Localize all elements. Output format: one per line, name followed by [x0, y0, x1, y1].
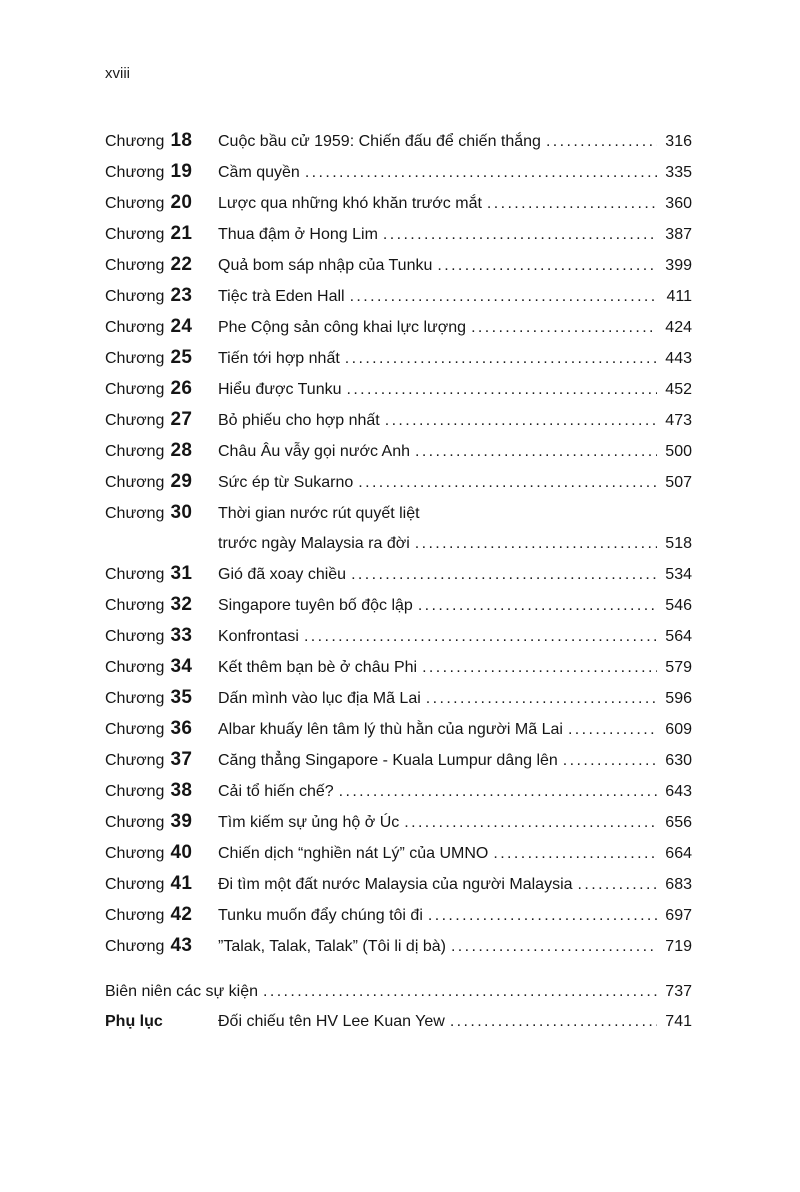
appendix-label: Phụ lục	[105, 1013, 163, 1030]
chapter-column	[105, 250, 218, 281]
chronology-entry	[105, 977, 692, 1007]
entry-body	[218, 622, 692, 652]
chapter-label: Chương	[105, 443, 165, 460]
toc-entry	[105, 745, 692, 776]
chapter-number: 27	[170, 409, 193, 430]
chapter-title: Sức ép từ Sukarno	[218, 474, 354, 491]
dot-leader	[339, 777, 657, 807]
chapter-title: Kết thêm bạn bè ở châu Phi	[218, 659, 418, 676]
chapter-title: Gió đã xoay chiều	[218, 566, 347, 583]
chapter-title: Singapore tuyên bố độc lập	[218, 597, 413, 614]
chapter-column	[105, 281, 218, 312]
chapter-column	[105, 900, 218, 931]
dot-leader	[578, 870, 657, 900]
toc-entry	[105, 559, 692, 590]
toc-entry	[105, 281, 692, 312]
chapter-title: Tiệc trà Eden Hall	[218, 288, 345, 305]
page-number: 387	[665, 226, 692, 243]
dot-leader	[426, 684, 657, 714]
chapter-label: Chương	[105, 566, 165, 583]
chapter-title: Dấn mình vào lục địa Mã Lai	[218, 690, 421, 707]
dot-leader	[350, 282, 657, 312]
page-number: 335	[665, 164, 692, 181]
chapter-column	[105, 838, 218, 869]
entry-body	[218, 437, 692, 467]
entry-body	[218, 870, 692, 900]
chapter-label: Chương	[105, 628, 165, 645]
chapter-title: Đi tìm một đất nước Malaysia của người Malaysia	[218, 876, 573, 893]
chapter-number: 38	[170, 780, 193, 801]
page-number: 316	[665, 133, 692, 150]
page-number: 609	[665, 721, 692, 738]
toc-entry	[105, 157, 692, 188]
page-number: 534	[665, 566, 692, 583]
toc-entry	[105, 436, 692, 467]
dot-leader	[487, 189, 657, 219]
toc-entry	[105, 714, 692, 745]
chapter-label: Chương	[105, 195, 165, 212]
chapter-title: Bỏ phiếu cho hợp nhất	[218, 412, 380, 429]
dot-leader	[418, 591, 657, 621]
toc-list	[105, 126, 692, 962]
chapter-title: Phe Cộng sản công khai lực lượng	[218, 319, 467, 336]
entry-body	[218, 499, 692, 559]
chapter-number: 43	[170, 935, 193, 956]
dot-leader	[422, 653, 657, 683]
chapter-label: Chương	[105, 381, 165, 398]
chapter-title-line2: trước ngày Malaysia ra đời	[218, 535, 410, 552]
chapter-column	[105, 869, 218, 900]
entry-body	[218, 808, 692, 838]
entry-body	[218, 406, 692, 436]
chapter-label: Chương	[105, 350, 165, 367]
chapter-label: Chương	[105, 257, 165, 274]
chapter-column	[105, 498, 218, 529]
page-number: 452	[665, 381, 692, 398]
page-number: 741	[665, 1013, 692, 1030]
page-number: 518	[665, 535, 692, 552]
chapter-column	[105, 559, 218, 590]
toc-entry	[105, 869, 692, 900]
dot-leader	[263, 977, 657, 1007]
chapter-number: 25	[170, 347, 193, 368]
dot-leader	[450, 1007, 657, 1037]
toc-entry	[105, 652, 692, 683]
page-number: 360	[665, 195, 692, 212]
page-number: 683	[665, 876, 692, 893]
page-folio: xviii	[105, 65, 130, 82]
chapter-label: Chương	[105, 226, 165, 243]
toc-entry	[105, 374, 692, 405]
chapter-column	[105, 621, 218, 652]
entry-body	[218, 591, 692, 621]
chapter-column	[105, 436, 218, 467]
chapter-label: Chương	[105, 876, 165, 893]
dot-leader	[385, 406, 657, 436]
page-number: 596	[665, 690, 692, 707]
chapter-title: ”Talak, Talak, Talak” (Tôi li dị bà)	[218, 938, 446, 955]
appendix-title: Đối chiếu tên HV Lee Kuan Yew	[218, 1013, 445, 1030]
page-number: 697	[665, 907, 692, 924]
chapter-title: Tìm kiếm sự ủng hộ ở Úc	[218, 814, 400, 831]
toc-entry	[105, 188, 692, 219]
toc-entry	[105, 250, 692, 281]
dot-leader	[428, 901, 657, 931]
chapter-number: 42	[170, 904, 193, 925]
toc-entry	[105, 900, 692, 931]
chapter-column	[105, 405, 218, 436]
entry-body	[218, 313, 692, 343]
chapter-label: Chương	[105, 505, 165, 522]
dot-leader	[493, 839, 657, 869]
page-number: 579	[665, 659, 692, 676]
page-number: 473	[665, 412, 692, 429]
chapter-number: 39	[170, 811, 193, 832]
chapter-label: Chương	[105, 133, 165, 150]
chapter-column	[105, 652, 218, 683]
chapter-column	[105, 374, 218, 405]
chapter-label: Chương	[105, 412, 165, 429]
chapter-number: 23	[170, 285, 193, 306]
chapter-label: Chương	[105, 690, 165, 707]
chapter-title: Tiến tới hợp nhất	[218, 350, 340, 367]
toc-entry	[105, 621, 692, 652]
page-number: 643	[665, 783, 692, 800]
page-number: 500	[665, 443, 692, 460]
chapter-title: Châu Âu vẫy gọi nước Anh	[218, 443, 410, 460]
dot-leader	[437, 251, 657, 281]
chapter-label: Chương	[105, 288, 165, 305]
toc-entry	[105, 683, 692, 714]
page-number: 664	[665, 845, 692, 862]
chapter-number: 20	[170, 192, 193, 213]
entry-body	[218, 653, 692, 683]
chapter-label: Chương	[105, 474, 165, 491]
dot-leader	[404, 808, 657, 838]
page-number: 507	[665, 474, 692, 491]
page-number: 411	[666, 288, 692, 305]
chapter-label: Chương	[105, 938, 165, 955]
dot-leader	[304, 622, 657, 652]
chapter-title: Cầm quyền	[218, 164, 300, 181]
page-number: 656	[665, 814, 692, 831]
chapter-column	[105, 590, 218, 621]
dot-leader	[305, 158, 657, 188]
chapter-column	[105, 188, 218, 219]
entry-body	[218, 282, 692, 312]
chapter-number: 40	[170, 842, 193, 863]
dot-leader	[415, 437, 657, 467]
chapter-label: Chương	[105, 721, 165, 738]
chapter-title: Quả bom sáp nhập của Tunku	[218, 257, 433, 274]
chapter-title: Cuộc bầu cử 1959: Chiến đấu để chiến thắng	[218, 133, 541, 150]
toc-entry	[105, 931, 692, 962]
chapter-label: Chương	[105, 845, 165, 862]
chapter-title: Căng thẳng Singapore - Kuala Lumpur dâng lên	[218, 752, 558, 769]
entry-body	[218, 344, 692, 374]
entry-body	[218, 189, 692, 219]
chapter-number: 34	[170, 656, 193, 677]
dot-leader	[346, 375, 657, 405]
chapter-column	[105, 219, 218, 250]
chapter-column	[105, 467, 218, 498]
chapter-label: Chương	[105, 907, 165, 924]
entry-body	[218, 251, 692, 281]
chapter-number: 33	[170, 625, 193, 646]
chapter-label: Chương	[105, 659, 165, 676]
chapter-label: Chương	[105, 597, 165, 614]
chapter-column	[105, 683, 218, 714]
chapter-column	[105, 126, 218, 157]
chapter-label: Chương	[105, 164, 165, 181]
chapter-number: 26	[170, 378, 193, 399]
chapter-number: 29	[170, 471, 193, 492]
dot-leader	[358, 468, 657, 498]
chapter-number: 22	[170, 254, 193, 275]
chapter-title: Thua đậm ở Hong Lim	[218, 226, 378, 243]
entry-body	[218, 560, 692, 590]
page-number: 443	[665, 350, 692, 367]
dot-leader	[345, 344, 657, 374]
chapter-title: Cải tổ hiến chế?	[218, 783, 334, 800]
dot-leader	[471, 313, 657, 343]
page-number: 424	[665, 319, 692, 336]
appendix-entry	[105, 1007, 692, 1037]
page-number: 630	[665, 752, 692, 769]
toc-entry	[105, 776, 692, 807]
chapter-column	[105, 157, 218, 188]
entry-body	[218, 127, 692, 157]
toc-entry	[105, 219, 692, 250]
chapter-title: Chiến dịch “nghiền nát Lý” của UMNO	[218, 845, 489, 862]
page-number: 719	[665, 938, 692, 955]
entry-body	[218, 220, 692, 250]
toc-entry	[105, 838, 692, 869]
dot-leader	[351, 560, 657, 590]
chapter-column	[105, 807, 218, 838]
chapter-title: Lược qua những khó khăn trước mắt	[218, 195, 482, 212]
toc-entry	[105, 312, 692, 343]
entry-body	[218, 375, 692, 405]
chapter-number: 24	[170, 316, 193, 337]
toc-entry	[105, 467, 692, 498]
toc-entry	[105, 807, 692, 838]
chapter-number: 30	[170, 502, 193, 523]
entry-body	[218, 901, 692, 931]
chapter-column	[105, 714, 218, 745]
toc-entry	[105, 405, 692, 436]
chapter-label: Chương	[105, 814, 165, 831]
chapter-title: Hiểu được Tunku	[218, 381, 342, 398]
entry-body	[218, 684, 692, 714]
chapter-number: 28	[170, 440, 193, 461]
dot-leader	[383, 220, 657, 250]
chapter-number: 18	[170, 130, 193, 151]
chapter-number: 31	[170, 563, 193, 584]
entry-body	[218, 777, 692, 807]
toc-entry	[105, 343, 692, 374]
chapter-title: Thời gian nước rút quyết liệt	[218, 505, 420, 522]
chapter-label: Chương	[105, 752, 165, 769]
entry-body	[218, 746, 692, 776]
chapter-number: 36	[170, 718, 193, 739]
chapter-label: Chương	[105, 783, 165, 800]
page-number: 737	[665, 983, 692, 1000]
chapter-title: Konfrontasi	[218, 628, 299, 645]
entry-body	[218, 932, 692, 962]
toc-entry	[105, 498, 692, 559]
chapter-column	[105, 776, 218, 807]
chronology-label: Biên niên các sự kiện	[105, 983, 259, 1000]
chapter-number: 32	[170, 594, 193, 615]
chapter-title: Albar khuấy lên tâm lý thù hằn của người Mã Lai	[218, 721, 563, 738]
page-number: 399	[665, 257, 692, 274]
entry-body	[218, 468, 692, 498]
chapter-column	[105, 745, 218, 776]
dot-leader	[568, 715, 657, 745]
toc-entry	[105, 126, 692, 157]
chapter-number: 35	[170, 687, 193, 708]
chapter-label: Chương	[105, 319, 165, 336]
dot-leader	[563, 746, 657, 776]
chapter-title: Tunku muốn đẩy chúng tôi đi	[218, 907, 423, 924]
chapter-column	[105, 343, 218, 374]
entry-body	[218, 715, 692, 745]
chapter-column	[105, 312, 218, 343]
page-number: 564	[665, 628, 692, 645]
chapter-number: 41	[170, 873, 193, 894]
entry-body	[218, 839, 692, 869]
chapter-number: 21	[170, 223, 193, 244]
dot-leader	[451, 932, 657, 962]
chapter-number: 19	[170, 161, 193, 182]
dot-leader	[415, 529, 657, 559]
toc-entry	[105, 590, 692, 621]
page-number: 546	[665, 597, 692, 614]
entry-body	[218, 158, 692, 188]
chapter-number: 37	[170, 749, 193, 770]
dot-leader	[546, 127, 657, 157]
chapter-column	[105, 931, 218, 962]
